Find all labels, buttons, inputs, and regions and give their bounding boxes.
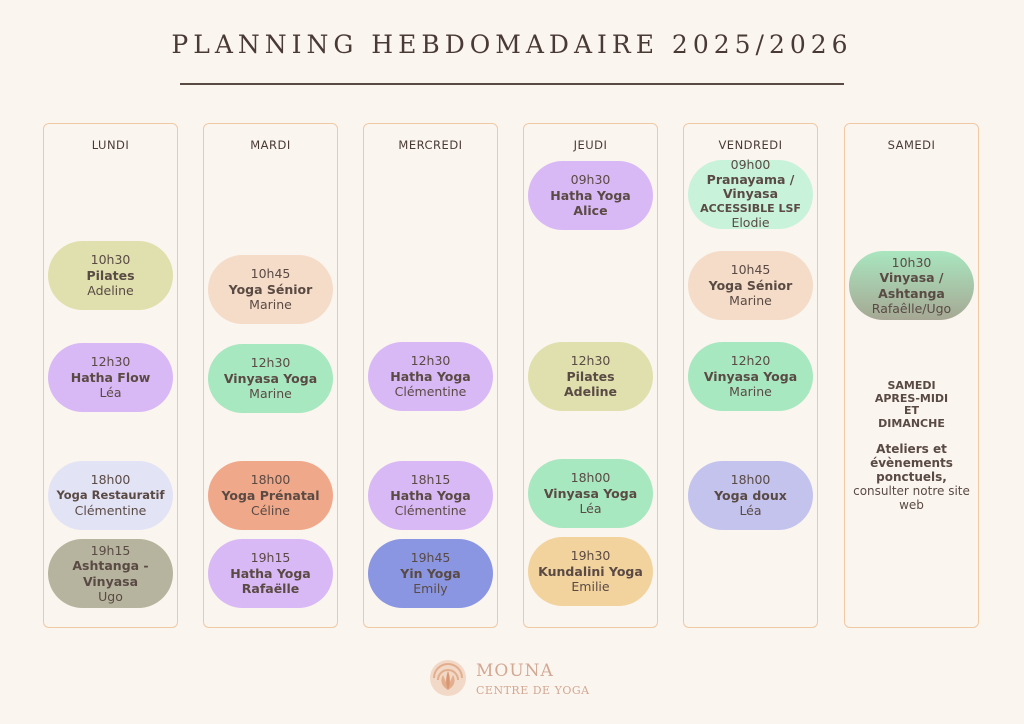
class-card[interactable] [48,461,173,530]
class-instructor: Adeline [563,384,618,400]
weekend-heading-text: SAMEDI APRES-MIDI ET DIMANCHE [874,379,949,430]
class-card[interactable] [208,539,333,608]
class-instructor: Alice [573,203,608,219]
class-card[interactable] [48,241,173,310]
class-name: Vinyasa Yoga [703,368,798,384]
class-card[interactable] [368,461,493,530]
class-card[interactable] [208,461,333,530]
day-column-jeudi [523,123,658,628]
class-time: 10h30 [891,254,932,270]
class-accessibility-note: ACCESSIBLE LSF [700,201,801,215]
weekend-info [845,442,978,512]
class-name: Hatha Flow [70,369,151,385]
day-header: MARDI [250,138,291,152]
brand-name: MOUNA [476,661,554,681]
class-time: 12h30 [90,354,131,370]
class-card[interactable] [528,459,653,528]
class-time: 19h45 [410,550,451,566]
class-instructor: Léa [579,501,602,517]
class-time: 09h00 [730,157,771,173]
class-instructor: Elodie [731,215,770,231]
class-time: 10h30 [90,252,131,268]
class-instructor: Emily [413,581,448,597]
class-instructor: Marine [729,384,772,400]
class-card[interactable] [48,343,173,412]
class-time: 18h00 [570,470,611,486]
day-header: SAMEDI [887,138,936,152]
class-name: Hatha Yoga [390,368,471,384]
class-time: 18h15 [410,472,451,488]
day-header: JEUDI [573,138,608,152]
class-instructor: Clémentine [394,503,467,519]
class-instructor: Ugo [98,589,123,604]
page-title: PLANNING HEBDOMADAIRE 2025/2026 [171,30,853,59]
title-divider [180,83,844,85]
class-time: 10h45 [250,266,291,282]
class-name: Yin Yoga [400,565,461,581]
class-instructor: Clémentine [394,384,467,400]
class-time: 09h30 [570,172,611,188]
class-time: 19h15 [90,542,131,558]
class-name: Hatha Yoga [390,487,471,503]
weekend-highlight: Ateliers et évènements ponctuels, [870,442,953,484]
class-name: Yoga doux [714,487,787,503]
weekend-heading [845,380,978,430]
class-card[interactable] [528,342,653,411]
weekend-text: consulter notre site web [853,484,970,512]
class-name: Hatha Yoga [550,187,631,203]
class-name: Ashtanga - Vinyasa [72,558,149,589]
class-name: Pilates [86,267,135,283]
class-instructor: Marine [249,386,292,402]
class-instructor: Léa [99,385,122,401]
class-card[interactable] [368,342,493,411]
class-name: Hatha Yoga [230,565,311,581]
class-time: 18h00 [730,472,771,488]
class-card[interactable] [849,251,974,320]
class-instructor: Adeline [87,283,134,299]
class-time: 18h00 [250,472,291,488]
class-instructor: Marine [249,297,292,313]
class-card[interactable] [688,461,813,530]
class-card[interactable] [528,161,653,230]
class-instructor: Céline [251,503,290,519]
class-card[interactable] [688,157,813,231]
class-instructor: Léa [739,503,762,519]
class-time: 12h20 [730,353,771,369]
class-time: 19h30 [570,548,611,564]
class-name: Yoga Prénatal [221,487,320,503]
class-instructor: Rafaêlle/Ugo [871,301,952,316]
class-name: Yoga Sénior [228,281,313,297]
day-header: LUNDI [91,138,130,152]
day-column-mercredi [363,123,498,628]
day-column-samedi [844,123,979,628]
class-card[interactable] [688,342,813,411]
class-name: Yoga Restauratif [56,487,165,502]
class-time: 19h15 [250,550,291,566]
class-card[interactable] [48,539,173,608]
class-instructor: Marine [729,293,772,309]
class-name: Pilates [566,368,615,384]
class-name: Kundalini Yoga [538,563,643,579]
day-column-vendredi [683,123,818,628]
brand [476,661,590,697]
class-card[interactable] [688,251,813,320]
day-header: MERCREDI [398,138,463,152]
class-time: 10h45 [730,262,771,278]
class-card[interactable] [208,344,333,413]
class-card[interactable] [528,537,653,606]
class-card[interactable] [368,539,493,608]
brand-tagline: CENTRE DE YOGA [476,684,590,697]
class-instructor: Emilie [571,579,610,595]
class-time: 18h00 [90,472,131,488]
class-name: Vinyasa Yoga [223,370,318,386]
class-time: 12h30 [250,355,291,371]
class-name: Vinyasa Yoga [543,485,638,501]
class-name: Yoga Sénior [708,277,793,293]
class-instructor: Clémentine [74,503,147,519]
class-name: Pranayama / Vinyasa [706,171,795,202]
class-card[interactable] [208,255,333,324]
class-time: 12h30 [570,353,611,369]
class-time: 12h30 [410,353,451,369]
class-instructor: Rafaëlle [241,581,300,597]
day-header: VENDREDI [718,138,783,152]
day-column-lundi [43,123,178,628]
day-column-mardi [203,123,338,628]
lotus-sun-icon [428,658,468,698]
class-name: Vinyasa / Ashtanga [878,270,945,301]
